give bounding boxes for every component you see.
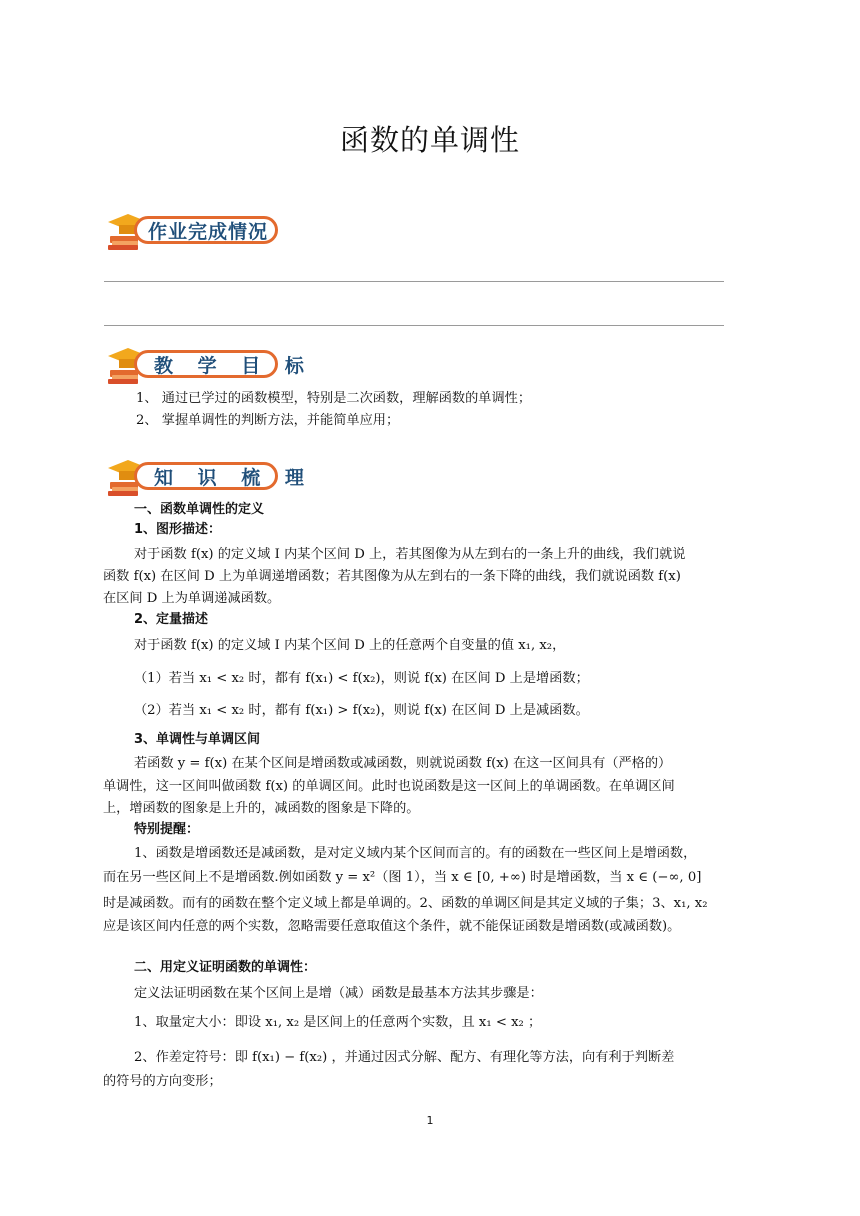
- paragraph-line: 2、作差定符号：即 f(x₁) − f(x₂) ，并通过因式分解、配方、有理化等方法，向有利于判断差: [134, 1050, 675, 1065]
- subheading-1: 1、图形描述：: [134, 522, 222, 537]
- heading-part1: 一、函数单调性的定义: [134, 502, 265, 517]
- subheading-3: 3、单调性与单调区间: [134, 732, 261, 747]
- paragraph-line: 函数 f(x) 在区间 D 上为单调递增函数；若其图像为从左到右的一条下降的曲线，我们就说函数 f(x): [103, 569, 681, 584]
- divider-line-1: [104, 281, 724, 282]
- subheading-2: 2、定量描述: [134, 612, 209, 627]
- paragraph-line: 时是减函数。而有的函数在整个定义域上都是单调的。2、函数的单调区间是其定义域的子集；3、x₁, x₂: [103, 896, 708, 911]
- paragraph-line: 的符号的方向变形；: [103, 1074, 222, 1089]
- subheading-4: 特别提醒：: [134, 822, 200, 837]
- paragraph-line: 对于函数 f(x) 的定义域 I 内某个区间 D 上，若其图像为从左到右的一条上升的曲线，我们就说: [134, 547, 686, 562]
- paragraph-line: 上，增函数的图象是上升的，减函数的图象是下降的。: [103, 801, 420, 816]
- section-badge-homework: [104, 208, 282, 252]
- divider-line-2: [104, 325, 724, 326]
- paragraph-line: （1）若当 x₁ < x₂ 时，都有 f(x₁) < f(x₂)，则说 f(x) 在区间 D 上是增函数；: [134, 671, 589, 686]
- paragraph-line: 应是该区间内任意的两个实数，忽略需要任意取值这个条件，就不能保证函数是增函数(或减函数)。: [103, 919, 681, 934]
- paragraph-line: 单调性，这一区间叫做函数 f(x) 的单调区间。此时也说函数是这一区间上的单调函数。在单调区间: [103, 779, 675, 794]
- paragraph-line: 对于函数 f(x) 的定义域 I 内某个区间 D 上的任意两个自变量的值 x₁, x₂，: [134, 638, 566, 653]
- section-title-knowledge: 知 识 梳 理: [154, 467, 313, 489]
- paragraph-line: 定义法证明函数在某个区间上是增（减）函数是最基本方法其步骤是：: [134, 986, 543, 1001]
- section-badge-goals: [104, 342, 313, 386]
- page-number: 1: [426, 1114, 434, 1127]
- paragraph-line: 1、函数是增函数还是减函数，是对定义域内某个区间而言的。有的函数在一些区间上是增函数，: [134, 846, 697, 861]
- paragraph-line: 在区间 D 上为单调递减函数。: [103, 591, 281, 606]
- page-title: 函数的单调性: [339, 123, 520, 157]
- paragraph-line: 1、取量定大小：即设 x₁, x₂ 是区间上的任意两个实数，且 x₁ < x₂ ；: [134, 1015, 542, 1030]
- section-title-homework: 作业完成情况: [148, 221, 269, 243]
- section-badge-knowledge: [104, 454, 313, 498]
- paragraph-line: 若函数 y = f(x) 在某个区间是增函数或减函数，则就说函数 f(x) 在这一区间具有（严格的）: [134, 756, 672, 771]
- goal-item-1: 1、 通过已学过的函数模型，特别是二次函数，理解函数的单调性；: [136, 391, 532, 406]
- paragraph-line: （2）若当 x₁ < x₂ 时，都有 f(x₁) > f(x₂)，则说 f(x) 在区间 D 上是减函数。: [134, 703, 589, 718]
- section-title-goals: 教 学 目 标: [154, 355, 313, 377]
- heading-part2: 二、用定义证明函数的单调性：: [134, 960, 317, 975]
- goal-item-2: 2、 掌握单调性的判断方法，并能简单应用；: [136, 413, 400, 428]
- paragraph-line: 而在另一些区间上不是增函数.例如函数 y = x²（图 1），当 x ∈ [0, +∞) 时是增函数，当 x ∈ (−∞, 0]: [103, 870, 702, 885]
